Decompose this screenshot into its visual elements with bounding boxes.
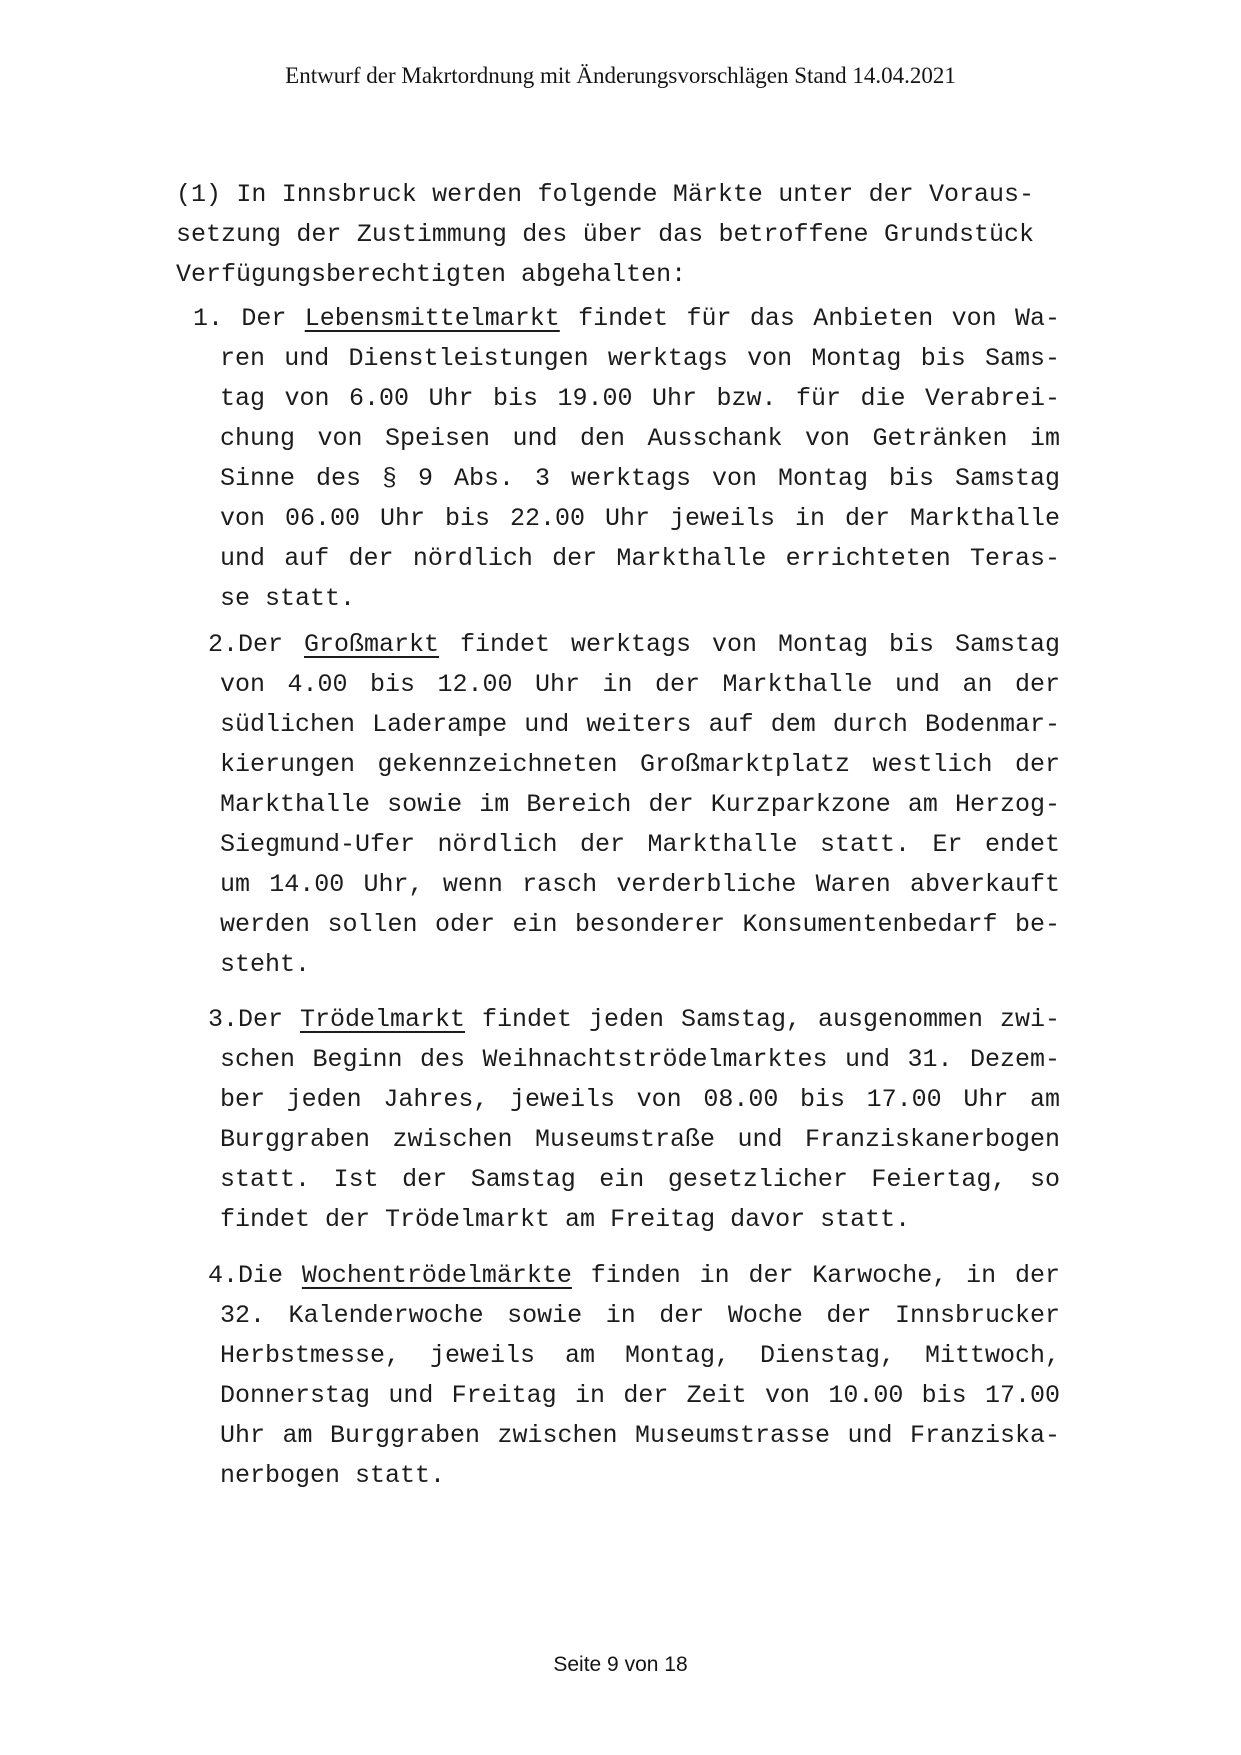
text-line: von 06.00 Uhr bis 22.00 Uhr jeweils in der Markthalle [220, 504, 1060, 533]
document-header-title: Entwurf der Makrtordnung mit Änderungsvorschlägen Stand 14.04.2021 [285, 63, 956, 88]
underlined-market-term: Lebensmittelmarkt [304, 304, 560, 333]
text-line: und auf der nördlich der Markthalle errichteten Teras- [220, 544, 1060, 573]
underlined-market-term: Wochentrödelmärkte [301, 1261, 572, 1290]
text-line: (1) In Innsbruck werden folgende Märkte unter der Voraus- [176, 180, 1034, 209]
text-line: 1. Der Lebensmittelmarkt findet für das Anbieten von Wa- [193, 304, 1060, 333]
text-line: findet der Trödelmarkt am Freitag davor statt. [220, 1205, 911, 1234]
text-line: Verfügungsberechtigten abgehalten: [176, 260, 687, 289]
text-line: steht. [220, 950, 311, 979]
market-list-item-lebensmittelmarkt [193, 299, 1060, 619]
text-line: setzung der Zustimmung des über das betroffene Grundstück [176, 220, 1034, 249]
market-list-item-troedelmarkt [208, 1000, 1060, 1240]
underlined-market-term: Großmarkt [304, 630, 440, 659]
text-line: tag von 6.00 Uhr bis 19.00 Uhr bzw. für die Verabrei- [220, 384, 1060, 413]
text-line: statt. Ist der Samstag ein gesetzlicher Feiertag, so [220, 1165, 1060, 1194]
market-list-item-wochentroedelmaerkte [208, 1256, 1061, 1496]
underlined-market-term: Trödelmarkt [300, 1005, 466, 1034]
text-line: ren und Dienstleistungen werktags von Montag bis Sams- [220, 344, 1060, 373]
text-line: schen Beginn des Weihnachtströdelmarktes und 31. Dezem- [220, 1045, 1060, 1074]
text-line: 32. Kalenderwoche sowie in der Woche der Innsbrucker [220, 1301, 1060, 1330]
intro-paragraph [176, 175, 1034, 295]
text-line: kierungen gekennzeichneten Großmarktplatz westlich der [220, 750, 1060, 779]
text-line: südlichen Laderampe und weiters auf dem durch Bodenmar- [220, 710, 1060, 739]
text-line: nerbogen statt. [220, 1461, 446, 1490]
text-line: Sinne des § 9 Abs. 3 werktags von Montag bis Samstag [220, 464, 1060, 493]
text-line: Herbstmesse, jeweils am Montag, Dienstag, Mittwoch, [220, 1341, 1060, 1370]
text-line: Burggraben zwischen Museumstraße und Franziskanerbogen [220, 1125, 1060, 1154]
text-line: Siegmund-Ufer nördlich der Markthalle statt. Er endet [220, 830, 1060, 859]
text-line: Markthalle sowie im Bereich der Kurzparkzone am Herzog- [220, 790, 1060, 819]
text-line: Donnerstag und Freitag in der Zeit von 10.00 bis 17.00 [220, 1381, 1060, 1410]
text-line: 2.Der Großmarkt findet werktags von Montag bis Samstag [208, 630, 1060, 659]
text-line: Uhr am Burggraben zwischen Museumstrasse und Franziska- [220, 1421, 1060, 1450]
text-line: 4.Die Wochentrödelmärkte finden in der Karwoche, in der [208, 1261, 1061, 1290]
market-list-item-grossmarkt [208, 625, 1060, 985]
page-number-footer: Seite 9 von 18 [553, 1653, 688, 1676]
text-line: um 14.00 Uhr, wenn rasch verderbliche Waren abverkauft [220, 870, 1060, 899]
text-line: chung von Speisen und den Ausschank von Getränken im [220, 424, 1060, 453]
text-line: werden sollen oder ein besonderer Konsumentenbedarf be- [220, 910, 1060, 939]
text-line: 3.Der Trödelmarkt findet jeden Samstag, ausgenommen zwi- [208, 1005, 1060, 1034]
text-line: ber jeden Jahres, jeweils von 08.00 bis 17.00 Uhr am [220, 1085, 1060, 1114]
text-line: von 4.00 bis 12.00 Uhr in der Markthalle und an der [220, 670, 1060, 699]
text-line: se statt. [220, 584, 356, 613]
